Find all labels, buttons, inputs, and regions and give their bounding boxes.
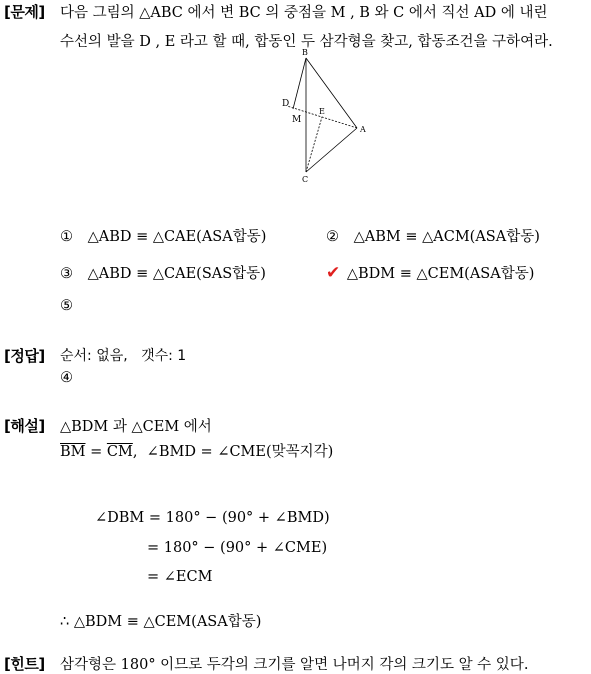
solution-line-2: $\overline{BM} = \overline{CM}$, ∠BMD = ∠CME(맞꼭지각) <box>60 444 334 460</box>
segment-BA <box>306 58 357 128</box>
check-mark-icon: ✔ <box>326 263 341 283</box>
segment-AC <box>306 128 357 172</box>
problem-text-line-1: 다음 그림의 △ABC 에서 변 BC 의 중점을 M , B 와 C 에서 직선 AD 에 내린 <box>60 5 548 21</box>
perpendicular-BD <box>293 58 306 109</box>
perpendicular-CE <box>306 117 322 172</box>
choice-text: △BDM ≡ △CEM(ASA합동) <box>346 266 535 282</box>
choice-number: ② <box>326 229 339 245</box>
segment-CM: $\overline{CM}$ <box>106 444 133 460</box>
hint-label: [힌트] <box>4 655 45 673</box>
label-B: B <box>302 48 308 57</box>
solution-conclusion: ∴ △BDM ≡ △CEM(ASA합동) <box>60 614 262 630</box>
equation-line-3: = ∠ECM <box>147 569 213 585</box>
label-A: A <box>360 125 366 134</box>
answer-info: 순서: 없음, 갯수: 1 <box>60 348 187 364</box>
problem-label: [문제] <box>4 3 45 21</box>
choice-text: △ABD ≡ △CAE(SAS합동) <box>87 266 266 282</box>
segment-BM: $\overline{BM}$ <box>60 444 86 460</box>
label-E: E <box>319 107 325 116</box>
solution-line-1: △BDM 과 △CEM 에서 <box>60 419 212 435</box>
choice-1[interactable] <box>60 225 266 246</box>
equation-line-1: ∠DBM = 180° − (90° + ∠BMD) <box>95 510 330 526</box>
answer-value: ④ <box>60 370 73 386</box>
choice-number: ① <box>60 229 73 245</box>
choice-text: △ABM ≡ △ACM(ASA합동) <box>353 229 540 245</box>
choice-2[interactable] <box>326 225 540 246</box>
choice-4[interactable] <box>326 262 534 283</box>
choice-number: ⑤ <box>60 298 73 314</box>
problem-text-line-2: 수선의 발을 D , E 라고 할 때, 합동인 두 삼각형을 찾고, 합동조건을 구하여라. <box>60 34 553 50</box>
choice-number: ③ <box>60 266 73 282</box>
label-M: M <box>292 115 302 125</box>
equation-line-2: = 180° − (90° + ∠CME) <box>147 540 328 556</box>
label-D: D <box>282 99 290 109</box>
answer-label: [정답] <box>4 347 45 365</box>
hint-text: 삼각형은 180° 이므로 두각의 크기를 알면 나머지 각의 크기도 알 수 있다. <box>60 657 529 673</box>
choice-3[interactable] <box>60 262 266 283</box>
choice-5[interactable] <box>60 298 73 314</box>
choice-text: △ABD ≡ △CAE(ASA합동) <box>87 229 267 245</box>
label-C: C <box>302 175 309 184</box>
solution-label: [해설] <box>4 417 45 435</box>
triangle-figure <box>278 44 374 186</box>
